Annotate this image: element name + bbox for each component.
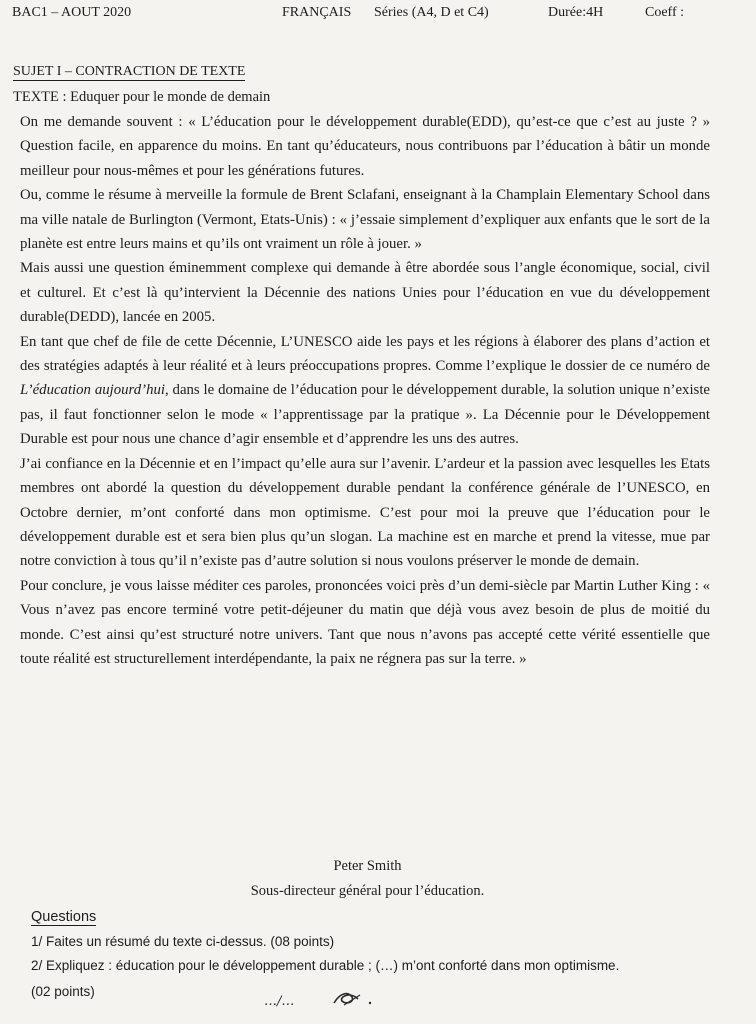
- exam-header: [12, 5, 746, 27]
- texte-title: TEXTE : Eduquer pour le monde de demain: [13, 89, 271, 105]
- signature-dot-icon: [369, 1002, 371, 1004]
- paragraph-5: J’ai confiance en la Décennie et en l’impact qu’elle aura sur l’avenir. L’ardeur et la passion avec lesquelles les Etats membres ont abordé la question du développement durable pendant la conférence générale de l’UNESCO, en Octobre dernier, m’ont conforté dans mon optimisme. C’est pour moi la preuve que l’éducation pour le développement durable est et sera bien plus qu’un slogan. La machine est en marche et prend la vitesse, mue par notre conviction à tous qu’il n’existe pas d’autre solution si nous voulons préserver le monde de demain.: [20, 455, 710, 570]
- paragraph-3: Mais aussi une question éminemment complexe qui demande à être abordée sous l’angle économique, social, civil et culturel. Et c’est là qu’intervient la Décennie des nations Unies pour l’éducation en vue du développement durable(DEDD), lancée en 2005.: [20, 260, 710, 326]
- author-role: Sous-directeur général pour l’éducation.: [250, 883, 485, 899]
- duration-label: Durée:4H: [548, 5, 604, 20]
- series-label: Séries (A4, D et C4): [374, 5, 489, 20]
- continuation-mark: …/…: [264, 994, 295, 1009]
- text-body: [20, 110, 710, 671]
- magazine-title: L’éducation aujourd’hui: [20, 382, 165, 399]
- question-2-points: (02 points): [31, 984, 95, 999]
- author-name: Peter Smith: [333, 858, 402, 874]
- coeff-label: Coeff :: [645, 5, 685, 20]
- handwritten-mark: [262, 985, 382, 1011]
- questions-title: Questions: [31, 909, 97, 925]
- sujet-title: SUJET I – CONTRACTION DE TEXTE: [13, 64, 246, 79]
- paragraph-1: On me demande souvent : « L’éducation pour le développement durable(EDD), qu’est-ce que c’est au juste ? » Question facile, en apparence du moins. En tant qu’éducateurs, nous contribuons par l’éducation à bâtir un monde meilleur pour nous-mêmes et pour les générations futures.: [20, 114, 710, 179]
- paragraph-2: Ou, comme le résume à merveille la formule de Brent Sclafani, enseignant à la Champlain Elementary School dans ma ville natale de Burlington (Vermont, Etats-Unis) : « j’essaie simplement d’expliquer aux enfants que le sort de la planète est entre leurs mains et qu’ils ont vraiment un rôle à jouer. »: [20, 187, 710, 253]
- question-1: 1/ Faites un résumé du texte ci-dessus. (08 points): [31, 934, 335, 949]
- paragraph-6: Pour conclure, je vous laisse méditer ces paroles, prononcées voici près d’un demi-siècle par Martin Luther King : « Vous n’avez pas encore terminé votre petit-déjeuner du matin que déjà vous avez besoin de plus de moitié du monde. C’est ainsi qu’est structuré notre univers. Tant que nous n’avons pas accepté cette vérité essentielle que toute réalité est structurellement interdépendante, la paix ne régnera pas sur la terre. »: [20, 577, 710, 667]
- paragraph-4-part-2: , dans le domaine de l’éducation pour le développement durable, la solution unique n’existe pas, il faut fonctionner selon le mode « l’apprentissage par la pratique ». La Décennie pour le Développement Durable est pour nous une chance d’agir ensemble et d’apprendre les uns des autres.: [20, 382, 710, 448]
- exam-label: BAC1 – AOUT 2020: [12, 5, 132, 20]
- subject-label: FRANÇAIS: [282, 5, 352, 20]
- paragraph-4: [20, 330, 710, 452]
- question-2: 2/ Expliquez : éducation pour le développement durable ; (…) m’ont conforté dans mon optimisme.: [31, 958, 620, 973]
- paragraph-4-part-1: En tant que chef de file de cette Décennie, L’UNESCO aide les pays et les régions à élaborer des plans d’action et des stratégies adaptés à leur réalité et à leurs préoccupations propres. Comme l’explique le dossier de ce numéro de: [20, 333, 710, 375]
